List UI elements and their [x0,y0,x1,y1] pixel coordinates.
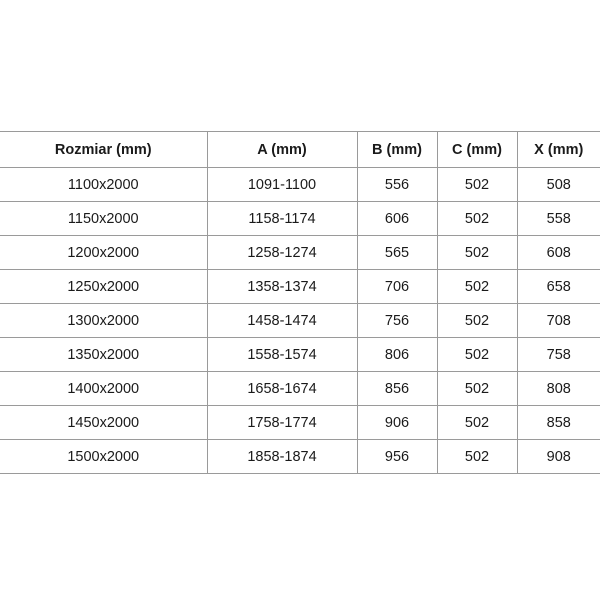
cell-a: 1558-1574 [207,338,357,372]
dimensions-table [0,131,600,474]
cell-c: 502 [437,440,517,474]
cell-a: 1658-1674 [207,372,357,406]
cell-size: 1300x2000 [0,304,207,338]
cell-c: 502 [437,338,517,372]
cell-c: 502 [437,236,517,270]
cell-b: 706 [357,270,437,304]
cell-size: 1500x2000 [0,440,207,474]
table-header-row [0,132,600,168]
cell-x: 508 [517,168,600,202]
cell-a: 1258-1274 [207,236,357,270]
cell-b: 956 [357,440,437,474]
cell-a: 1091-1100 [207,168,357,202]
cell-c: 502 [437,270,517,304]
cell-b: 806 [357,338,437,372]
dimensions-table-container [0,131,600,474]
cell-size: 1250x2000 [0,270,207,304]
table-row [0,304,600,338]
cell-a: 1758-1774 [207,406,357,440]
table-row [0,202,600,236]
cell-b: 856 [357,372,437,406]
table-row [0,236,600,270]
cell-size: 1450x2000 [0,406,207,440]
cell-x: 858 [517,406,600,440]
cell-b: 906 [357,406,437,440]
header-a: A (mm) [207,132,357,168]
cell-c: 502 [437,202,517,236]
cell-a: 1158-1174 [207,202,357,236]
cell-x: 908 [517,440,600,474]
cell-a: 1458-1474 [207,304,357,338]
header-c: C (mm) [437,132,517,168]
cell-x: 708 [517,304,600,338]
cell-c: 502 [437,406,517,440]
cell-c: 502 [437,304,517,338]
table-row [0,270,600,304]
cell-size: 1350x2000 [0,338,207,372]
cell-size: 1100x2000 [0,168,207,202]
cell-x: 658 [517,270,600,304]
cell-x: 758 [517,338,600,372]
header-b: B (mm) [357,132,437,168]
cell-x: 608 [517,236,600,270]
cell-size: 1400x2000 [0,372,207,406]
cell-b: 565 [357,236,437,270]
cell-x: 808 [517,372,600,406]
cell-b: 606 [357,202,437,236]
header-x: X (mm) [517,132,600,168]
table-row [0,440,600,474]
table-row [0,406,600,440]
table-row [0,338,600,372]
header-size: Rozmiar (mm) [0,132,207,168]
cell-b: 556 [357,168,437,202]
cell-c: 502 [437,372,517,406]
table-row [0,168,600,202]
table-row [0,372,600,406]
cell-b: 756 [357,304,437,338]
cell-size: 1150x2000 [0,202,207,236]
cell-c: 502 [437,168,517,202]
cell-a: 1358-1374 [207,270,357,304]
cell-size: 1200x2000 [0,236,207,270]
cell-x: 558 [517,202,600,236]
cell-a: 1858-1874 [207,440,357,474]
